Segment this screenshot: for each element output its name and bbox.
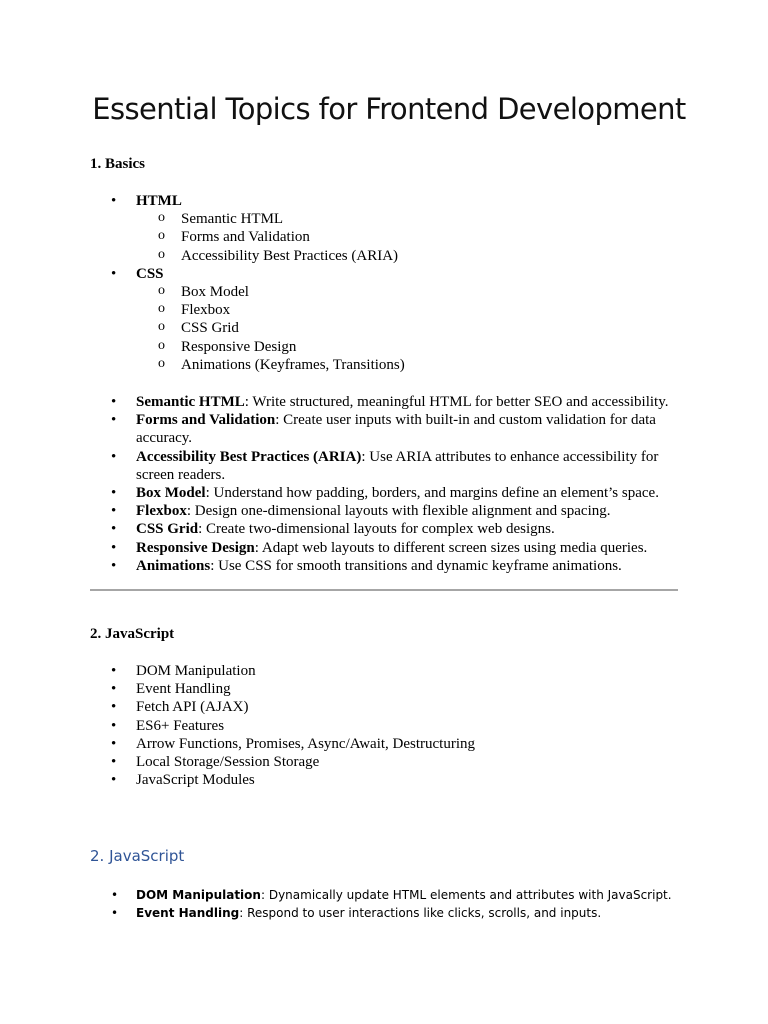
detail-term: Semantic HTML (136, 394, 245, 410)
section-heading-javascript-styled: 2. JavaScript (90, 847, 185, 865)
detail-list-item (90, 448, 680, 484)
html-subtopics (136, 210, 690, 265)
detail-description: : Dynamically update HTML elements and attributes with JavaScript. (260, 888, 672, 902)
detail-list-item (90, 557, 680, 575)
css-subtopics (136, 283, 690, 374)
sub-list-item: o Flexbox (136, 301, 690, 319)
detail-list-item (90, 393, 680, 411)
detail-term: Event Handling (136, 906, 240, 921)
section-heading-javascript: 2. JavaScript (90, 626, 175, 642)
list-item: • Arrow Functions, Promises, Async/Await, Destructuring (90, 735, 680, 753)
detail-term: Flexbox (136, 503, 187, 520)
outline-label-html: HTML (136, 193, 182, 209)
detail-description: : Create user inputs with built-in and custom validation for data accuracy. (136, 412, 656, 447)
detail-list-item (90, 520, 680, 538)
section-heading-basics: 1. Basics (90, 156, 146, 172)
detail-description: : Design one-dimensional layouts with flexible alignment and spacing. (186, 503, 611, 520)
sub-list-item: o Responsive Design (136, 338, 690, 356)
basics-detail-list (90, 393, 680, 575)
sub-list-item: o Semantic HTML (136, 210, 690, 228)
sub-list-item: o Accessibility Best Practices (ARIA) (136, 247, 690, 265)
list-item (90, 265, 690, 374)
detail-description: : Adapt web layouts to different screen sizes using media queries. (254, 539, 648, 556)
list-item (90, 192, 690, 265)
list-item: • Fetch API (AJAX) (90, 698, 680, 716)
list-item: • DOM Manipulation (90, 662, 680, 680)
sub-list-item: o Forms and Validation (136, 228, 690, 246)
detail-term: Responsive Design (136, 539, 255, 556)
detail-description: : Use CSS for smooth transitions and dynamic keyframe animations. (210, 557, 622, 574)
detail-description: : Respond to user interactions like clicks, scrolls, and inputs. (239, 906, 602, 921)
list-item: • ES6+ Features (90, 717, 680, 735)
list-item: • Local Storage/Session Storage (90, 753, 680, 771)
javascript-detail-list (90, 886, 690, 922)
document-title: Essential Topics for Frontend Development (92, 92, 686, 126)
detail-list-item (90, 502, 680, 520)
outline-label-css: CSS (136, 265, 164, 282)
detail-list-item (90, 484, 680, 502)
list-item: • Event Handling (90, 680, 680, 698)
sub-list-item: o CSS Grid (136, 319, 690, 337)
detail-description: : Understand how padding, borders, and margins define an element’s space. (205, 485, 659, 502)
basics-outline-list (90, 192, 690, 374)
detail-description: : Create two-dimensional layouts for complex web designs. (198, 521, 555, 538)
detail-term: Forms and Validation (136, 412, 276, 429)
detail-description: : Use ARIA attributes to enhance accessibility for screen readers. (136, 448, 659, 483)
detail-term: Box Model (136, 485, 206, 502)
detail-list-item (90, 904, 690, 922)
detail-term: Animations (136, 557, 211, 574)
detail-term: Accessibility Best Practices (ARIA) (136, 448, 362, 465)
detail-list-item (90, 411, 680, 447)
horizontal-divider (90, 589, 678, 591)
list-item: • JavaScript Modules (90, 771, 680, 789)
detail-list-item (90, 539, 680, 557)
detail-term: DOM Manipulation (136, 888, 261, 902)
detail-list-item (90, 886, 690, 904)
javascript-topic-list (90, 662, 680, 789)
detail-term: CSS Grid (136, 521, 199, 538)
detail-description: : Write structured, meaningful HTML for better SEO and accessibility. (244, 394, 669, 410)
sub-list-item: o Box Model (136, 283, 690, 301)
sub-list-item: o Animations (Keyframes, Transitions) (136, 356, 690, 374)
